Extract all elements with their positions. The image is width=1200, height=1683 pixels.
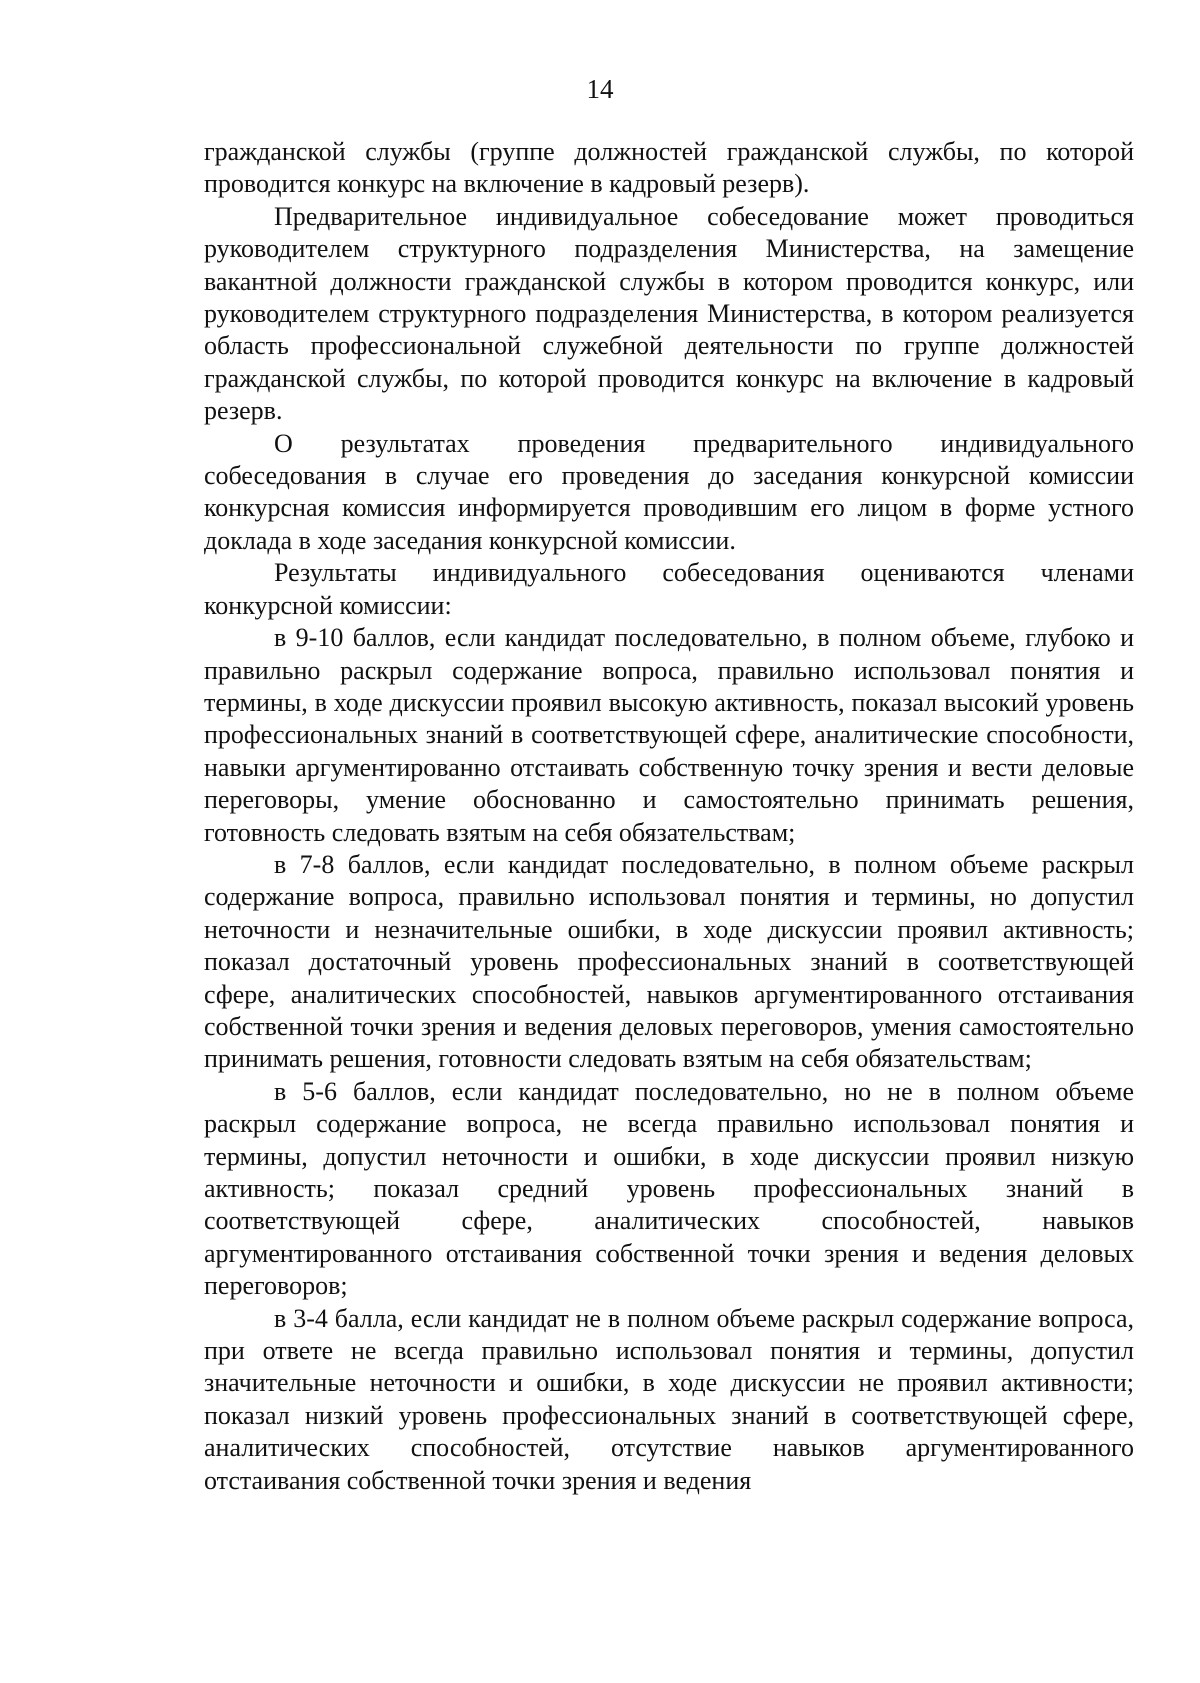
paragraph-preliminary-interview: Предварительное индивидуальное собеседование может проводиться руководителем структурного подразделения Министерства, на замещение вакантной должности гражданской службы в котором проводится конкурс, или руководителем структурного подразделения Министерства, в котором реализуется область профессиональной служебной деятельности по группе должностей гражданской службы, по которой проводится конкурс на включение в кадровый резерв. bbox=[204, 201, 1134, 426]
paragraph-evaluation-intro: Результаты индивидуального собеседования оцениваются членами конкурсной комиссии: bbox=[204, 558, 1134, 620]
paragraph-interview-results-report: О результатах проведения предварительного индивидуального собеседования в случае его проведения до заседания конкурсной комиссии конкурсная комиссия информируется проводившим его лицом в форме устного доклада в ходе заседания конкурсной комиссии. bbox=[204, 428, 1134, 555]
paragraph-score-9-10: в 9-10 баллов, если кандидат последовательно, в полном объеме, глубоко и правильно раскрыл содержание вопроса, правильно использовал понятия и термины, в ходе дискуссии проявил высокую активность, показал высокий уровень профессиональных знаний в соответствующей сфере, аналитические способности, навыки аргументированно отстаивать собственную точку зрения и вести деловые переговоры, умение обоснованно и самостоятельно принимать решения, готовность следовать взятым на себя обязательствам; bbox=[204, 623, 1134, 847]
paragraph-score-7-8: в 7-8 баллов, если кандидат последовательно, в полном объеме раскрыл содержание вопроса, правильно использовал понятия и термины, но допустил неточности и незначительные ошибки, в ходе дискуссии проявил активность; показал достаточный уровень профессиональных знаний в соответствующей сфере, аналитических способностей, навыков аргументированного отстаивания собственной точки зрения и ведения деловых переговоров, умения самостоятельно принимать решения, готовности следовать взятым на себя обязательствам; bbox=[204, 849, 1134, 1074]
paragraph-score-5-6: в 5-6 баллов, если кандидат последовательно, но не в полном объеме раскрыл содержание вопроса, не всегда правильно использовал понятия и термины, допустил неточности и ошибки, в ходе дискуссии проявил низкую активность; показал средний уровень профессиональных знаний в соответствующей сфере, аналитических способностей, навыков аргументированного отстаивания собственной точки зрения и ведения деловых переговоров; bbox=[204, 1076, 1134, 1301]
document-body bbox=[204, 136, 1134, 1497]
paragraph-score-3-4: в 3-4 балла, если кандидат не в полном объеме раскрыл содержание вопроса, при ответе не всегда правильно использовал понятия и термины, допустил значительные неточности и ошибки, в ходе дискуссии не проявил активности; показал низкий уровень профессиональных знаний в соответствующей сфере, аналитических способностей, отсутствие навыков аргументированного отстаивания собственной точки зрения и ведения bbox=[204, 1303, 1134, 1495]
page-number: 14 bbox=[586, 74, 614, 104]
paragraph-continuation: гражданской службы (группе должностей гражданской службы, по которой проводится конкурс на включение в кадровый резерв). bbox=[204, 137, 1134, 199]
